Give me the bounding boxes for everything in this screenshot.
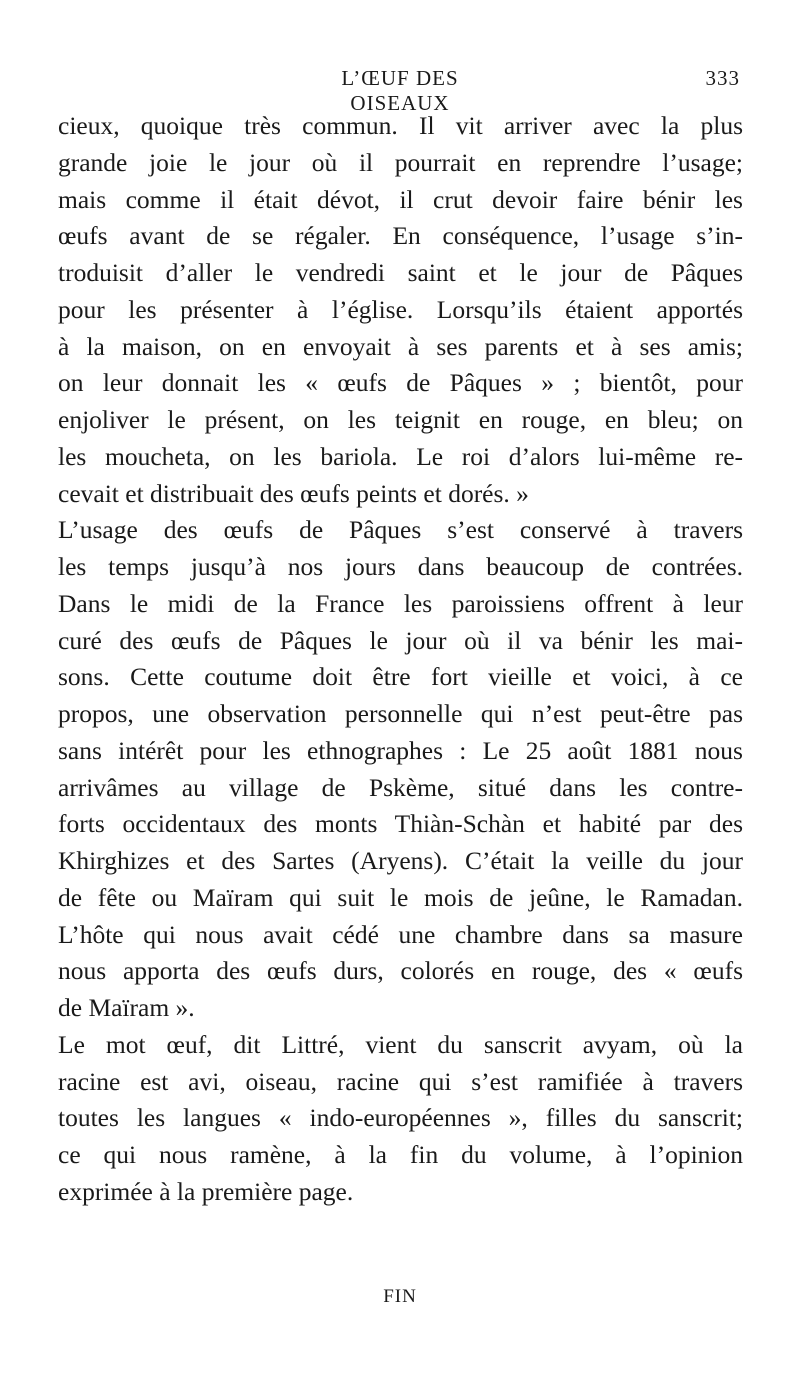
text-line: arrivâmes au village de Pskème, situé dans les contre-: [58, 772, 743, 802]
text-line: on leur donnait les « œufs de Pâques » ; bientôt, pour: [58, 368, 743, 398]
text-line: œufs avant de se régaler. En conséquence, l’usage s’in-: [58, 221, 743, 251]
running-title: L’ŒUF DES OISEAUX: [341, 66, 459, 115]
text-line: de Maïram ».: [58, 993, 195, 1022]
end-mark: FIN: [383, 1286, 417, 1307]
text-line: enjoliver le présent, on les teignit en rouge, en bleu; on: [58, 405, 743, 434]
text-line: toutes les langues « indo-européennes », filles du sanscrit;: [58, 1103, 743, 1133]
text-line: pour les présenter à l’église. Lorsqu’ils étaient apportés: [58, 294, 743, 324]
running-head: [0, 66, 800, 115]
text-line: de fête ou Maïram qui suit le mois de jeûne, le Ramadan.: [58, 882, 743, 912]
text-line: Dans le midi de la France les paroissiens offrent à leur: [58, 588, 743, 618]
text-line: à la maison, on en envoyait à ses parents et à ses amis;: [58, 331, 743, 361]
text-line: curé des œufs de Pâques le jour où il va bénir les mai-: [58, 625, 743, 655]
text-line: les temps jusqu’à nos jours dans beaucoup de contrées.: [58, 552, 743, 581]
page-number: 333: [705, 66, 740, 90]
text-line: sans intérêt pour les ethnographes : Le 25 août 1881 nous: [58, 735, 743, 765]
text-line: racine est avi, oiseau, racine qui s’est ramifiée à travers: [58, 1066, 743, 1096]
text-line: L’hôte qui nous avait cédé une chambre dans sa masure: [58, 919, 743, 949]
text-line: grande joie le jour où il pourrait en reprendre l’usage;: [58, 147, 743, 177]
body-text: [58, 108, 743, 1211]
text-line: nous apporta des œufs durs, colorés en rouge, des « œufs: [58, 956, 743, 986]
text-line: forts occidentaux des monts Thiàn-Schàn et habité par des: [58, 809, 743, 839]
text-line: exprimée à la première page.: [58, 1176, 354, 1206]
text-line: mais comme il était dévot, il crut devoir faire bénir les: [58, 184, 743, 214]
text-line: Khirghizes et des Sartes (Aryens). C’était la veille du jour: [58, 846, 743, 875]
text-line: cevait et distribuait des œufs peints et dorés. »: [58, 478, 529, 508]
text-line: ce qui nous ramène, à la fin du volume, à l’opinion: [58, 1140, 743, 1169]
text-line: troduisit d’aller le vendredi saint et le jour de Pâques: [58, 258, 743, 287]
text-line: les moucheta, on les bariola. Le roi d’alors lui-même re-: [58, 441, 743, 471]
text-line: cieux, quoique très commun. Il vit arriver avec la plus: [58, 111, 743, 140]
text-line: sons. Cette coutume doit être fort vieille et voici, à ce: [58, 662, 743, 692]
text-line: propos, une observation personnelle qui n’est peut-être pas: [58, 699, 743, 728]
text-line: Le mot œuf, dit Littré, vient du sanscrit avyam, où la: [58, 1029, 743, 1059]
text-line: L’usage des œufs de Pâques s’est conservé à travers: [58, 515, 743, 545]
